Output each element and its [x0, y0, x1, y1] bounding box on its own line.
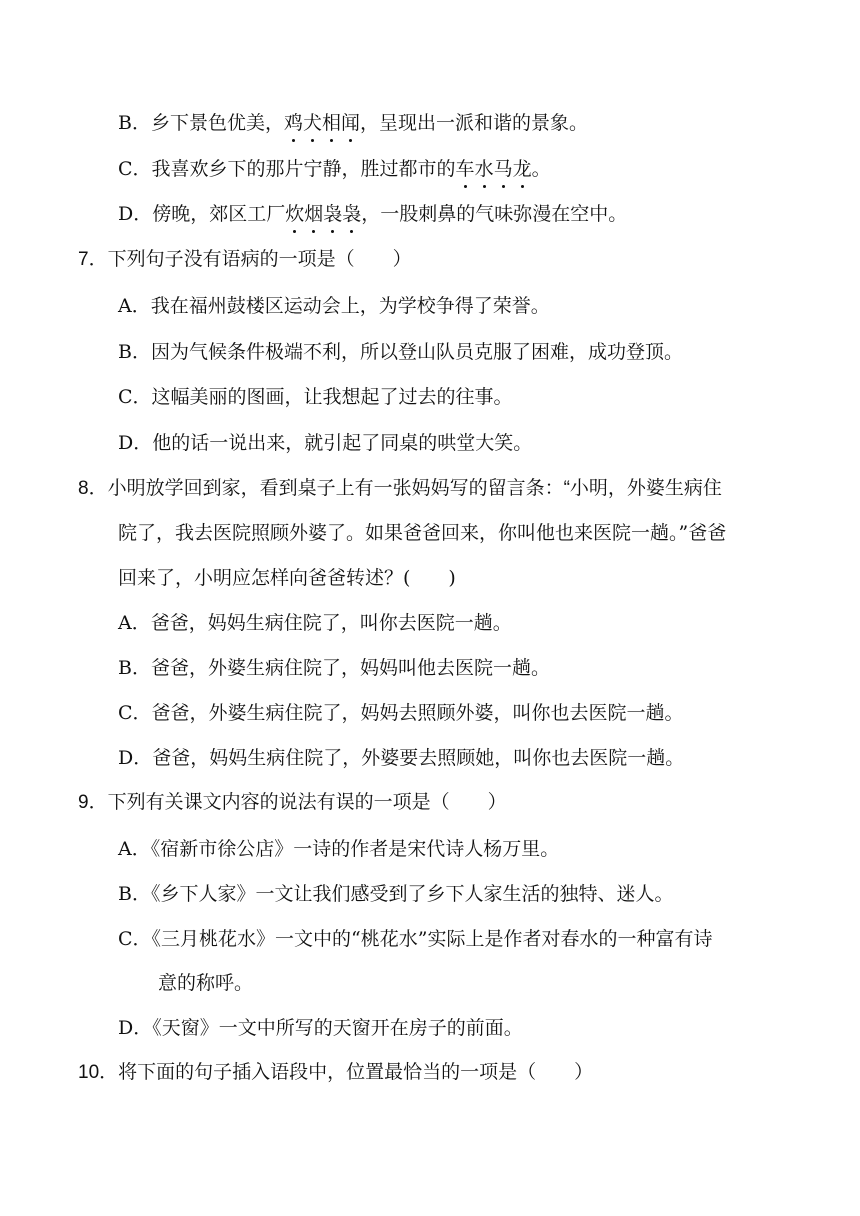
emphasis-char: 闻	[341, 108, 360, 138]
emphasis-char: 袅	[342, 199, 361, 229]
q7-stem: 7．下列句子没有语病的一项是（ ）	[78, 249, 412, 270]
q8-stem-line-1: 8．小明放学回到家，看到桌子上有一张妈妈写的留言条：“小明，外婆生病住	[78, 478, 722, 499]
emphasis-char: 车	[456, 154, 475, 184]
q9-option-b: B．《乡下人家》一文让我们感受到了乡下人家生活的独特、迷人。	[118, 883, 674, 905]
dotted-phrase	[456, 158, 532, 180]
emphasis-char: 烟	[304, 199, 323, 229]
emphasis-char: 马	[494, 154, 513, 184]
q8-stem-line-2: 院了，我去医院照顾外婆了。如果爸爸回来，你叫他也来医院一趟。”爸爸	[118, 522, 727, 544]
emphasis-char: 犬	[303, 108, 322, 138]
emphasis-char: 袅	[323, 199, 342, 229]
q6-option-c: C．我喜欢乡下的那片宁静，胜过都市的车水马龙。	[118, 154, 551, 184]
q9-option-c: C．《三月桃花水》一文中的“桃花水”实际上是作者对春水的一种富有诗	[118, 928, 713, 950]
q7-option-d: D．他的话一说出来，就引起了同桌的哄堂大笑。	[118, 432, 533, 454]
q9-option-c-continued: 意的称呼。	[158, 972, 254, 994]
dotted-phrase	[285, 203, 361, 225]
q9-option-d: D．《天窗》一文中所写的天窗开在房子的前面。	[118, 1017, 523, 1039]
q8-option-a: A．爸爸，妈妈生病住院了，叫你去医院一趟。	[118, 612, 512, 634]
q7-option-a: A．我在福州鼓楼区运动会上，为学校争得了荣誉。	[118, 295, 550, 317]
q10-stem: 10．将下面的句子插入语段中，位置最恰当的一项是（ ）	[78, 1062, 594, 1083]
emphasis-char: 炊	[285, 199, 304, 229]
q9-stem: 9．下列有关课文内容的说法有误的一项是（ ）	[78, 792, 507, 813]
emphasis-char: 鸡	[284, 108, 303, 138]
q6-option-b: B．乡下景色优美，鸡犬相闻，呈现出一派和谐的景象。	[118, 108, 588, 138]
q7-option-b: B．因为气候条件极端不利，所以登山队员克服了困难，成功登顶。	[118, 341, 683, 363]
emphasis-char: 龙	[513, 154, 532, 184]
q6-option-d: D．傍晚，郊区工厂炊烟袅袅，一股刺鼻的气味弥漫在空中。	[118, 199, 627, 229]
q7-option-c: C．这幅美丽的图画，让我想起了过去的往事。	[118, 386, 513, 408]
emphasis-char: 相	[322, 108, 341, 138]
q9-option-a: A．《宿新市徐公店》一诗的作者是宋代诗人杨万里。	[118, 838, 560, 860]
dotted-phrase	[284, 112, 360, 134]
emphasis-char: 水	[475, 154, 494, 184]
q8-option-b: B．爸爸，外婆生病住院了，妈妈叫他去医院一趟。	[118, 657, 550, 679]
q8-option-c: C．爸爸，外婆生病住院了，妈妈去照顾外婆，叫你也去医院一趟。	[118, 702, 684, 724]
q8-stem-line-3: 回来了，小明应怎样向爸爸转述？( )	[118, 567, 456, 589]
q8-option-d: D．爸爸，妈妈生病住院了，外婆要去照顾她，叫你也去医院一趟。	[118, 747, 685, 769]
